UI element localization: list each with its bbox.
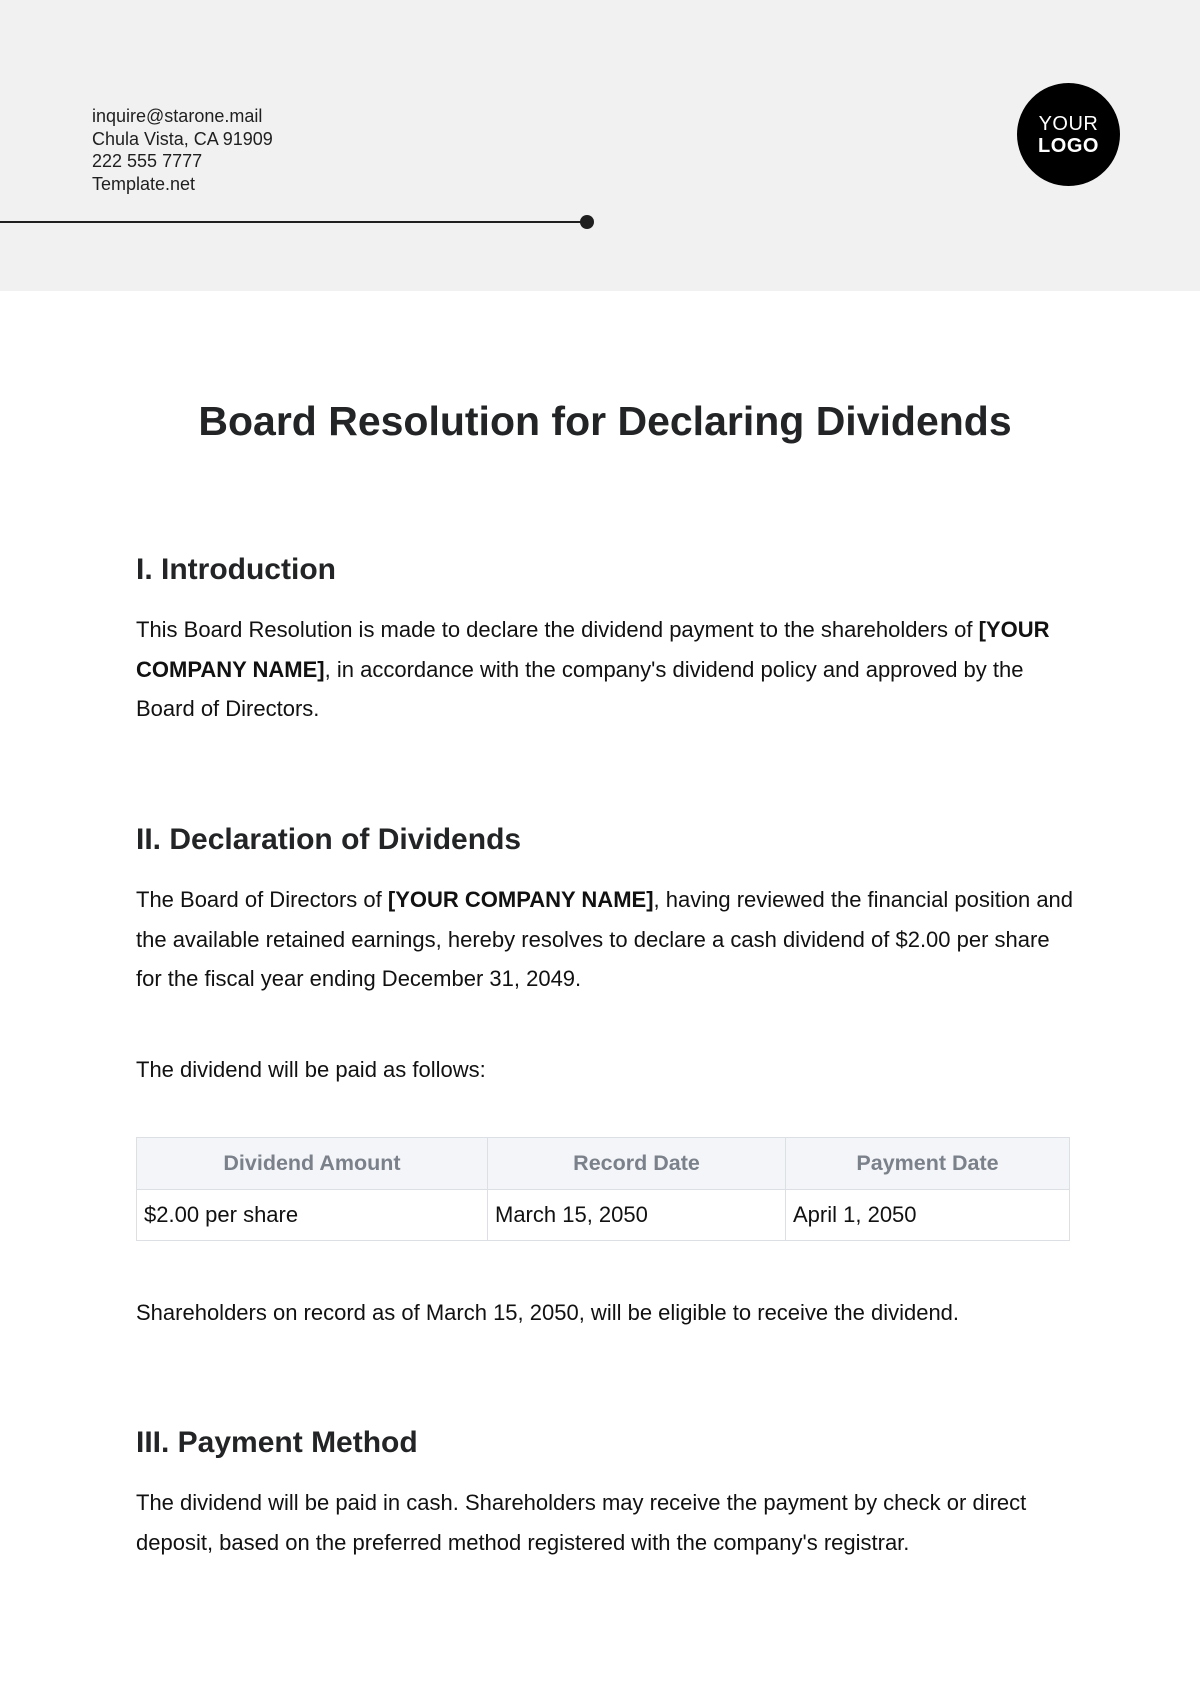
table-header-dividend-amount: Dividend Amount: [137, 1138, 488, 1190]
table-header-row: [137, 1138, 1070, 1190]
header-divider-line: [0, 221, 584, 223]
header-divider-dot: [580, 215, 594, 229]
table-header-payment-date: Payment Date: [786, 1138, 1070, 1190]
section-heading-payment-method: III. Payment Method: [136, 1426, 418, 1459]
table-header-record-date: Record Date: [488, 1138, 786, 1190]
logo-line-2: LOGO: [1038, 134, 1099, 157]
eligibility-paragraph: Shareholders on record as of March 15, 2050, will be eligible to receive the dividend.: [136, 1300, 960, 1325]
table-cell-record-date: March 15, 2050: [488, 1190, 786, 1241]
contact-address: Chula Vista, CA 91909: [92, 128, 273, 149]
payment-method-paragraph: The dividend will be paid in cash. Shareholders may receive the payment by check or direct deposit, based on the preferred method registered with the company's registrar.: [136, 1490, 1027, 1555]
table-row: [137, 1190, 1070, 1241]
document-title: Board Resolution for Declaring Dividends: [198, 398, 1012, 444]
declaration-company-name: [YOUR COMPANY NAME]: [387, 887, 654, 912]
dividend-table: [136, 1137, 1070, 1241]
intro-text-after: , in accordance with the company's dividend policy and approved by the Board of Directors.: [136, 656, 1024, 721]
table-cell-payment-date: April 1, 2050: [786, 1190, 1070, 1241]
declaration-paragraph: [136, 880, 1076, 999]
contact-block: [92, 105, 273, 195]
declaration-text-before: The Board of Directors of: [136, 887, 388, 912]
intro-text-before: This Board Resolution is made to declare the dividend payment to the shareholders of: [136, 617, 979, 642]
intro-company-name: [YOUR COMPANY NAME]: [136, 617, 1050, 682]
company-logo: [1017, 83, 1120, 186]
table-cell-dividend-amount: $2.00 per share: [137, 1190, 488, 1241]
introduction-paragraph: [136, 610, 1076, 729]
section-heading-declaration: II. Declaration of Dividends: [136, 823, 522, 856]
logo-line-1: YOUR: [1038, 112, 1099, 135]
contact-website: Template.net: [92, 173, 196, 194]
payment-intro-paragraph: The dividend will be paid as follows:: [136, 1057, 486, 1082]
declaration-text-after: , having reviewed the financial position and the available retained earnings, hereby resolves to declare a cash dividend of $2.00 per share for the fiscal year ending December 31, 2049.: [136, 887, 1074, 991]
section-heading-introduction: I. Introduction: [136, 553, 336, 586]
contact-email: inquire@starone.mail: [92, 106, 263, 126]
contact-phone: 222 555 7777: [92, 151, 203, 171]
